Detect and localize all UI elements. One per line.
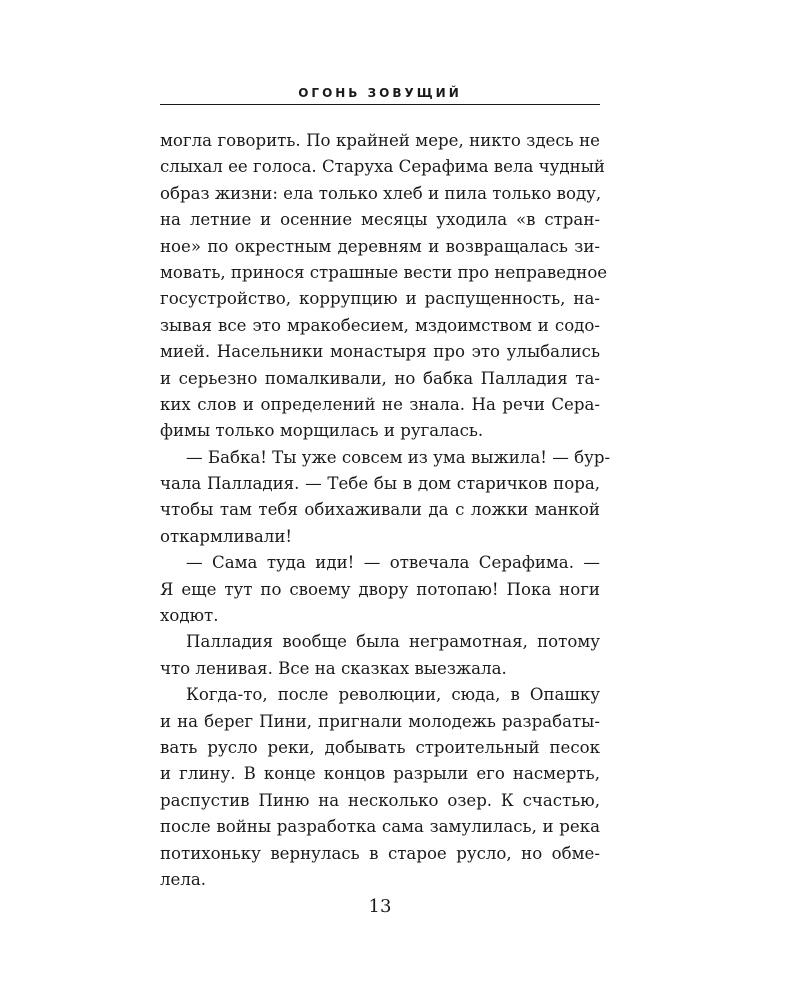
text-line: слыхал ее голоса. Старуха Серафима вела чудный [160,157,605,177]
text-line: и серьезно помалкивали, но бабка Палладия та- [160,368,600,388]
text-line: зывая все это мракобесием, мздоимством и содо- [160,315,600,335]
text-line: Когда-то, после революции, сюда, в Опашку [186,685,600,705]
text-line: ходют. [160,606,219,626]
text-line: распустив Пиню на несколько озер. К счастью, [160,790,600,810]
text-line: — Сама туда иди! — отвечала Серафима. — [186,553,600,573]
text-line: на летние и осенние месяцы уходила «в стран- [160,210,600,230]
text-line: мией. Насельники монастыря про это улыбались [160,342,600,362]
text-line: потихоньку вернулась в старое русло, но обме- [160,843,600,863]
text-line: после войны разработка сама замулилась, и река [160,817,600,837]
body-text [160,128,611,893]
text-line: что ленивая. Все на сказках выезжала. [160,658,507,678]
text-line: — Бабка! Ты уже совсем из ума выжила! — бур- [186,447,611,467]
text-line: чала Палладия. — Тебе бы в дом старичков пора, [160,474,600,494]
text-line: лела. [160,869,207,889]
text-line: и на берег Пини, пригнали молодежь разрабаты- [160,711,600,731]
text-line: фимы только морщилась и ругалась. [160,421,484,441]
text-line: мовать, принося страшные вести про неправедное [160,262,608,282]
text-line: и глину. В конце концов разрыли его насмерть, [160,764,600,784]
text-line: госустройство, коррупцию и распущенность, на- [160,289,600,309]
text-line: откармливали! [160,526,293,546]
text-line: вать русло реки, добывать строительный песок [160,737,600,757]
text-line: могла говорить. По крайней мере, никто здесь не [160,131,600,150]
text-line: чтобы там тебя обихаживали да с ложки манкой [160,500,600,520]
text-line: Я еще тут по своему двору потопаю! Пока ноги [160,579,600,599]
text-line: Палладия вообще была неграмотная, потому [186,632,600,652]
page-number: 13 [368,896,392,917]
running-head: ОГОНЬ ЗОВУЩИЙ [298,86,462,100]
header-rule [160,104,600,105]
text-line: ких слов и определений не знала. На речи Сера- [160,394,600,414]
text-line: образ жизни: ела только хлеб и пила только воду, [160,183,602,203]
text-line: ное» по окрестным деревням и возвращалась зи- [160,236,600,256]
